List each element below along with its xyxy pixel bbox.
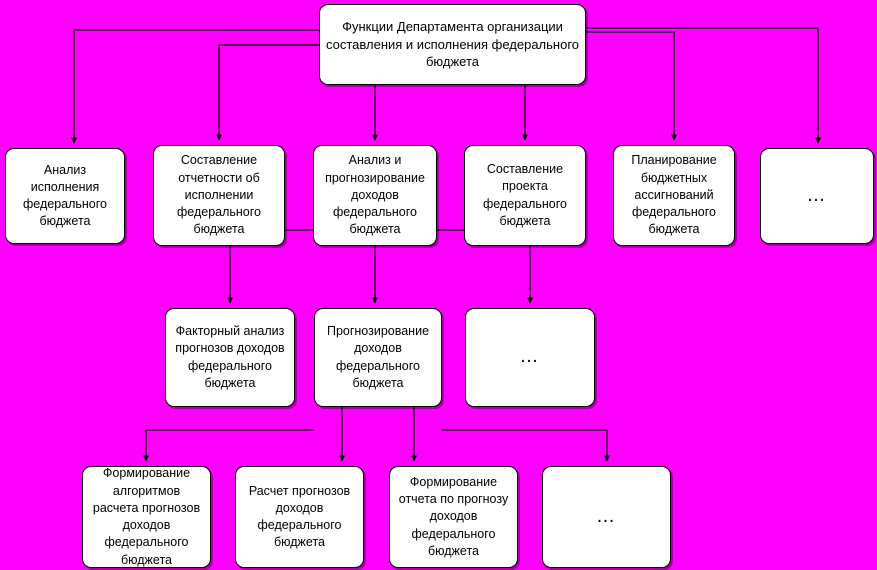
node-prognozirovanie-dohodov[interactable]: Прогнозирование доходов федерального бюджета [314,308,442,407]
node-level2-ellipsis[interactable]: … [465,308,595,407]
node-root[interactable]: Функции Департамента организации составления и исполнения федерального бюджета [319,4,586,85]
node-level3-ellipsis[interactable]: … [542,466,671,568]
node-analiz-ispolneniya[interactable]: Анализ исполнения федерального бюджета [5,148,125,244]
node-sostavlenie-proekta[interactable]: Составление проекта федерального бюджета [464,145,586,246]
node-planirovanie-assignovaniy[interactable]: Планирование бюджетных ассигнований федерального бюджета [613,145,735,246]
node-faktorny-analiz[interactable]: Факторный анализ прогнозов доходов федерального бюджета [165,308,295,407]
node-formirovanie-otcheta[interactable]: Формирование отчета по прогнозу доходов федерального бюджета [389,466,518,568]
node-analiz-i-prognozirovanie[interactable]: Анализ и прогнозирование доходов федерального бюджета [313,145,437,246]
node-formirovanie-algoritmov[interactable]: Формирование алгоритмов расчета прогнозов доходов федерального бюджета [82,466,211,568]
node-sostavlenie-otchetnosti[interactable]: Составление отчетности об исполнении федерального бюджета [153,145,285,246]
node-level1-ellipsis[interactable]: … [760,148,874,244]
node-raschet-prognozov[interactable]: Расчет прогнозов доходов федерального бюджета [235,466,364,568]
